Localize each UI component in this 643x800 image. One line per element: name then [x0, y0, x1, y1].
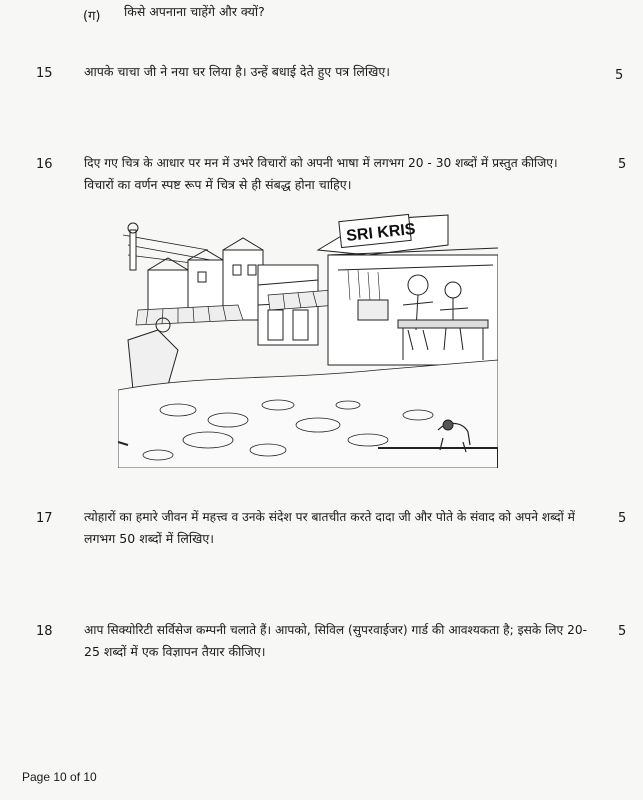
question-17-text-line2: लगभग 50 शब्दों में लिखिए। [84, 531, 214, 546]
question-18-marks: 5 [618, 624, 627, 639]
question-17-text-line1: त्योहारों का हमारे जीवन में महत्त्व व उनके संदेश पर बातचीत करते दादा जी और पोते के संवाद को अपने शब्दों में [84, 510, 575, 524]
question-number-16: 16 [36, 157, 53, 172]
question-15-marks: 5 [615, 68, 624, 83]
sub-item-label: (ग) [83, 9, 101, 24]
market-street-illustration [118, 210, 498, 468]
question-number-15: 15 [36, 66, 53, 81]
question-17-marks: 5 [618, 511, 627, 526]
question-number-17: 17 [36, 511, 53, 526]
question-18-text-line2: 25 शब्दों में एक विज्ञापन तैयार कीजिए। [84, 644, 266, 659]
question-16-marks: 5 [618, 157, 627, 172]
question-18-text-line1: आप सिक्योरिटी सर्विसेज कम्पनी चलाते हैं। आपको, सिविल (सुपरवाईजर) गार्ड की आवश्यकता है; इसके लिए 20- [84, 623, 587, 637]
page-number: Page 10 of 10 [22, 770, 97, 784]
sub-item-text: किसे अपनाना चाहेंगे और क्यों? [124, 4, 265, 19]
shop-sign-text: SRI KRIS [345, 220, 417, 245]
question-number-18: 18 [36, 624, 53, 639]
question-16-text-line1: दिए गए चित्र के आधार पर मन में उभरे विचारों को अपनी भाषा में लगभग 20 - 30 शब्दों में प्रस्तुत कीजिए। [84, 156, 558, 170]
question-16-text-line2: विचारों का वर्णन स्पष्ट रूप में चित्र से ही संबद्ध होना चाहिए। [84, 177, 352, 192]
question-15-text: आपके चाचा जी ने नया घर लिया है। उन्हें बधाई देते हुए पत्र लिखिए। [84, 64, 390, 79]
